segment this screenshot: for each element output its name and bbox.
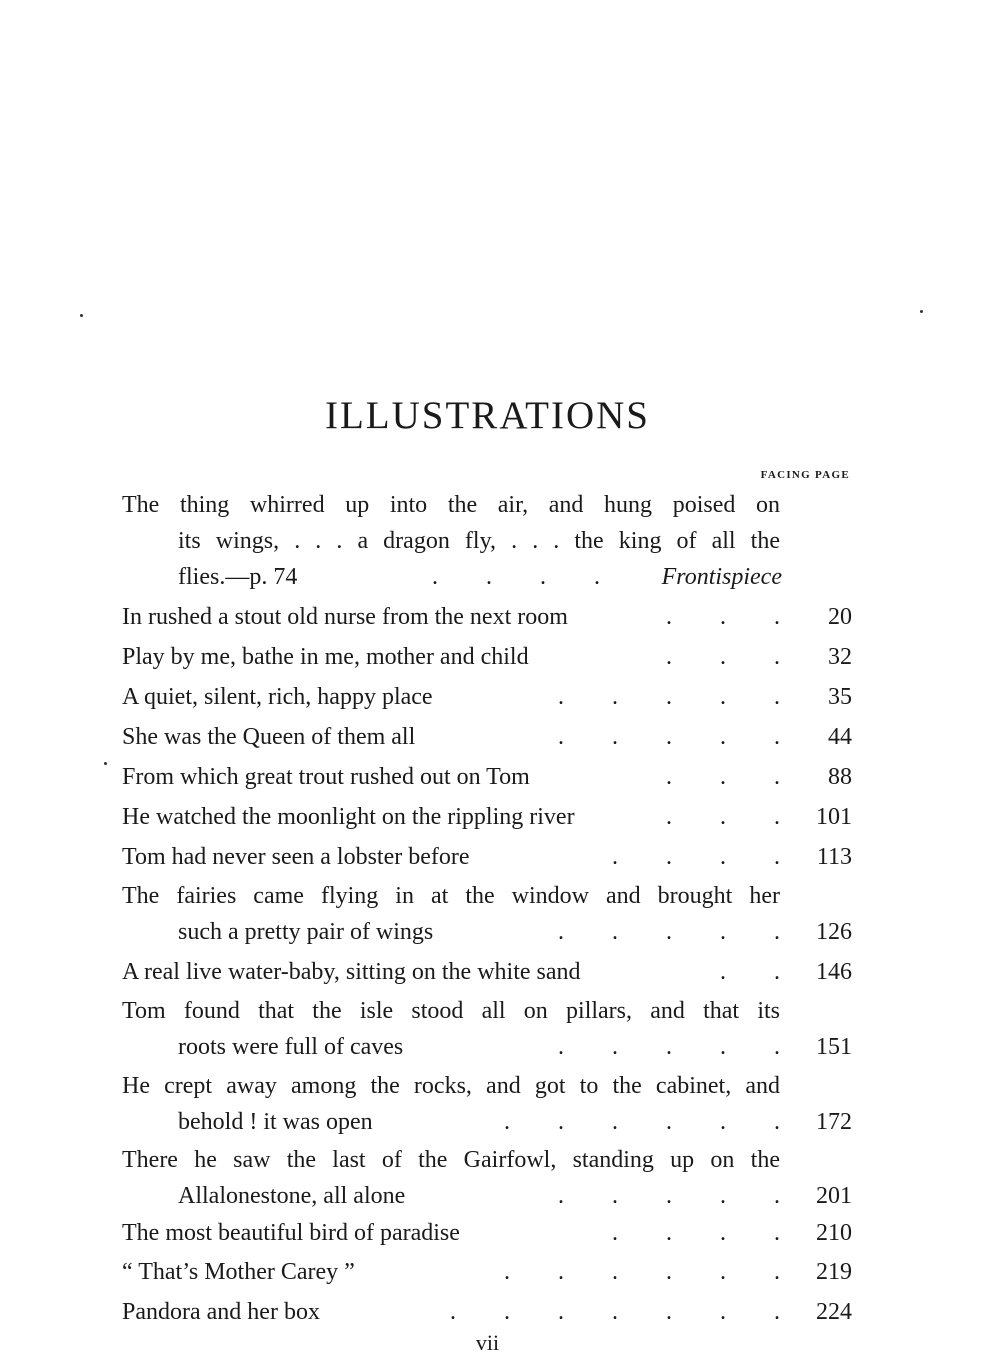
dot-leader: . . . xyxy=(666,644,780,670)
entry-page-number: 224 xyxy=(816,1299,852,1325)
dot-leader: . . . . . . xyxy=(504,1259,780,1285)
entry-caption-line: A real live water-baby, sitting on the white sand xyxy=(122,959,581,985)
entry-page-number: 101 xyxy=(816,804,852,830)
entry-page-number: 126 xyxy=(816,919,852,945)
dot-leader: . . . xyxy=(666,764,780,790)
entry-page-number: 20 xyxy=(828,604,852,630)
dot-leader: . . . . . xyxy=(558,919,780,945)
dot-leader: . . . . . xyxy=(558,1183,780,1209)
dot-leader: . . . . xyxy=(612,844,780,870)
entry-page-number: 44 xyxy=(828,724,852,750)
entry-caption-line: A quiet, silent, rich, happy place xyxy=(122,684,433,710)
entry-caption-line: flies.—p. 74 xyxy=(178,564,298,590)
entry-caption-line: Allalonestone, all alone xyxy=(178,1183,406,1209)
dot-leader: . . . . xyxy=(612,1220,780,1246)
dot-leader: . . . . xyxy=(432,564,600,590)
entry-page-number: 210 xyxy=(816,1220,852,1246)
entry-caption-line: “ That’s Mother Carey ” xyxy=(122,1259,355,1285)
dot-leader: . . . xyxy=(666,804,780,830)
entry-caption-line: She was the Queen of them all xyxy=(122,724,416,750)
facing-page-header: FACING PAGE xyxy=(760,469,850,481)
entry-caption-line: He crept away among the rocks, and got to the cabinet, and xyxy=(122,1073,780,1099)
entry-page-number: 35 xyxy=(828,684,852,710)
entry-page-number: 201 xyxy=(816,1183,852,1209)
entry-caption-line: There he saw the last of the Gairfowl, standing up on the xyxy=(122,1147,780,1173)
entry-page-number: 172 xyxy=(816,1109,852,1135)
entry-caption-line: Tom found that the isle stood all on pillars, and that its xyxy=(122,998,780,1024)
entry-caption-line: Pandora and her box xyxy=(122,1299,320,1325)
entry-page-number: Frontispiece xyxy=(661,564,782,590)
entry-caption-line: its wings, . . . a dragon fly, . . . the king of all the xyxy=(178,528,780,554)
entry-page-number: 219 xyxy=(816,1259,852,1285)
entry-caption-line: Tom had never seen a lobster before xyxy=(122,844,470,870)
entry-caption-line: The thing whirred up into the air, and hung poised on xyxy=(122,492,780,518)
entry-page-number: 113 xyxy=(816,844,852,870)
entry-page-number: 88 xyxy=(828,764,852,790)
dot-leader: . . . . . xyxy=(558,724,780,750)
entry-caption-line: roots were full of caves xyxy=(178,1034,404,1060)
dot-leader: . . . xyxy=(666,604,780,630)
entry-page-number: 146 xyxy=(816,959,852,985)
entry-caption-line: The fairies came flying in at the window and brought her xyxy=(122,883,780,909)
dot-leader: . . . . . xyxy=(558,1034,780,1060)
page-number: vii xyxy=(475,1330,500,1355)
dot-leader: . . . . . . xyxy=(504,1109,780,1135)
page-title: ILLUSTRATIONS xyxy=(325,394,650,437)
dot-leader: . . . . . xyxy=(558,684,780,710)
entry-caption-line: In rushed a stout old nurse from the next room xyxy=(122,604,568,630)
entry-caption-line: such a pretty pair of wings xyxy=(178,919,434,945)
entry-page-number: 32 xyxy=(828,644,852,670)
entry-caption-line: behold ! it was open xyxy=(178,1109,373,1135)
dot-leader: . . xyxy=(720,959,780,985)
dot-leader: . . . . . . . xyxy=(450,1299,780,1325)
entry-caption-line: From which great trout rushed out on Tom xyxy=(122,764,530,790)
entry-caption-line: The most beautiful bird of paradise xyxy=(122,1220,460,1246)
entry-caption-line: He watched the moonlight on the rippling river xyxy=(122,804,575,830)
entry-page-number: 151 xyxy=(816,1034,852,1060)
entry-caption-line: Play by me, bathe in me, mother and child xyxy=(122,644,529,670)
